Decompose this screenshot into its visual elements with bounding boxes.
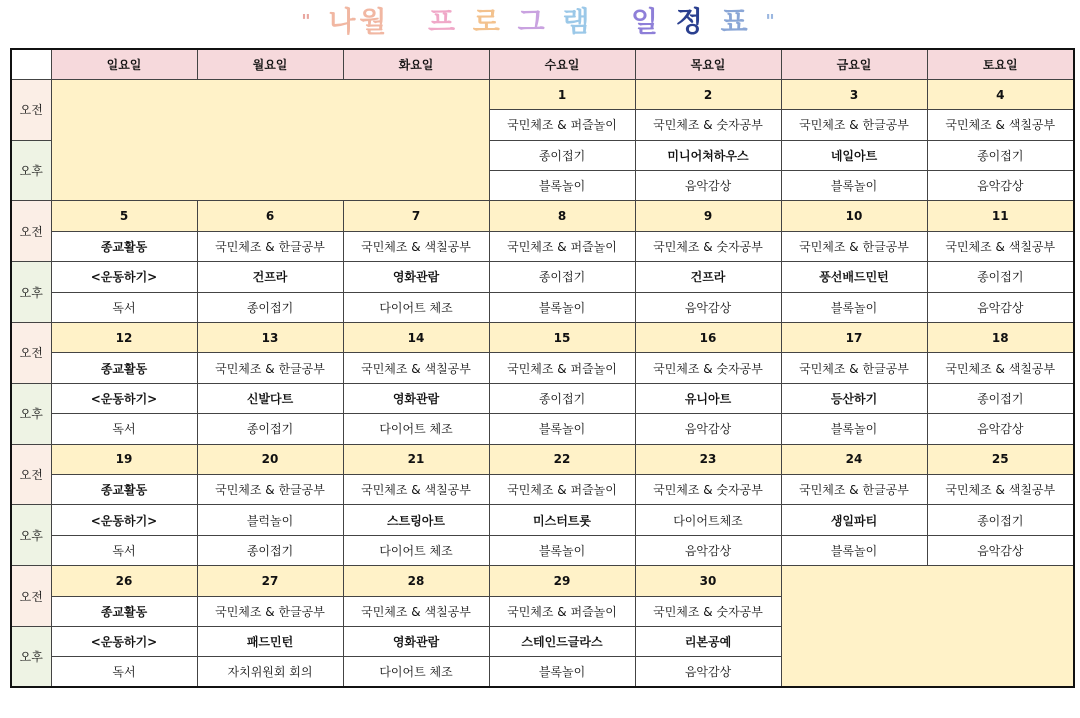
date-row — [11, 79, 1074, 109]
activity-cell: 국민체조 & 숫자공부 — [635, 596, 781, 626]
activity-cell: <운동하기> — [51, 383, 197, 413]
activity-cell: 종이접기 — [197, 414, 343, 444]
activity-cell: 국민체조 & 색칠공부 — [343, 353, 489, 383]
date-number: 21 — [343, 444, 489, 474]
am-label: 오전 — [11, 79, 51, 140]
activity-cell: 음악감상 — [635, 657, 781, 687]
activity-cell: 독서 — [51, 414, 197, 444]
activity-cell: 스트링아트 — [343, 505, 489, 535]
activity-cell: 영화관람 — [343, 383, 489, 413]
pm-label: 오후 — [11, 383, 51, 444]
activity-cell: 국민체조 & 퍼즐놀이 — [489, 231, 635, 261]
activity-cell: 국민체조 & 퍼즐놀이 — [489, 596, 635, 626]
title-char: 나 — [328, 5, 360, 38]
activity-cell: 국민체조 & 색칠공부 — [343, 596, 489, 626]
activity-cell: 자치위원회 회의 — [197, 657, 343, 687]
date-number: 24 — [781, 444, 927, 474]
activity-cell: 종이접기 — [197, 535, 343, 565]
date-number: 18 — [927, 323, 1074, 353]
date-row — [11, 566, 1074, 596]
activity-cell: 생일파티 — [781, 505, 927, 535]
activity-cell: 음악감상 — [635, 414, 781, 444]
date-number: 16 — [635, 323, 781, 353]
activity-cell: 국민체조 & 색칠공부 — [927, 231, 1074, 261]
day-header: 화요일 — [343, 49, 489, 79]
activity-cell: 리본공예 — [635, 626, 781, 656]
activity-cell: 다이어트체조 — [635, 505, 781, 535]
date-number: 5 — [51, 201, 197, 231]
day-header: 일요일 — [51, 49, 197, 79]
activity-cell: 블록놀이 — [781, 414, 927, 444]
activity-cell: 국민체조 & 숫자공부 — [635, 474, 781, 504]
activity-cell: 국민체조 & 한글공부 — [197, 596, 343, 626]
activity-cell: 국민체조 & 한글공부 — [781, 353, 927, 383]
date-number: 12 — [51, 323, 197, 353]
am-label: 오전 — [11, 444, 51, 505]
activity-cell: 유니아트 — [635, 383, 781, 413]
activity-row — [11, 231, 1074, 261]
date-row — [11, 323, 1074, 353]
date-number: 1 — [489, 79, 635, 109]
activity-cell: 국민체조 & 색칠공부 — [343, 474, 489, 504]
activity-cell: 음악감상 — [927, 292, 1074, 322]
title-char: 일 — [630, 5, 663, 38]
activity-cell: 영화관람 — [343, 262, 489, 292]
activity-cell: 미스터트롯 — [489, 505, 635, 535]
activity-row — [11, 535, 1074, 565]
day-header: 목요일 — [635, 49, 781, 79]
pm-label: 오후 — [11, 262, 51, 323]
activity-cell: 국민체조 & 색칠공부 — [927, 353, 1074, 383]
activity-cell: 독서 — [51, 657, 197, 687]
activity-cell: 블록놀이 — [781, 535, 927, 565]
activity-cell: 국민체조 & 숫자공부 — [635, 231, 781, 261]
activity-row — [11, 262, 1074, 292]
activity-cell: 신발다트 — [197, 383, 343, 413]
activity-cell: 블록놀이 — [489, 292, 635, 322]
activity-cell: 국민체조 & 색칠공부 — [343, 231, 489, 261]
activity-cell: 국민체조 & 한글공부 — [197, 231, 343, 261]
activity-cell: 종교활동 — [51, 231, 197, 261]
activity-cell: 패드민턴 — [197, 626, 343, 656]
title-char: 그 — [517, 5, 549, 38]
date-number: 8 — [489, 201, 635, 231]
title-char: 프 — [427, 5, 460, 38]
activity-cell: 등산하기 — [781, 383, 927, 413]
activity-cell: <운동하기> — [51, 626, 197, 656]
activity-cell: 국민체조 & 한글공부 — [781, 231, 927, 261]
activity-cell: 블럭놀이 — [197, 505, 343, 535]
date-number: 26 — [51, 566, 197, 596]
activity-cell: 종이접기 — [927, 383, 1074, 413]
activity-cell: 종교활동 — [51, 596, 197, 626]
title-char: 정 — [675, 5, 707, 38]
empty-block — [781, 566, 1074, 688]
activity-cell: 블록놀이 — [489, 171, 635, 201]
activity-cell: 국민체조 & 색칠공부 — [927, 474, 1074, 504]
title-char: 표 — [720, 5, 752, 38]
activity-cell: 다이어트 체조 — [343, 535, 489, 565]
date-number: 23 — [635, 444, 781, 474]
activity-cell: 독서 — [51, 535, 197, 565]
am-label: 오전 — [11, 566, 51, 627]
activity-cell: 국민체조 & 퍼즐놀이 — [489, 353, 635, 383]
activity-cell: 종이접기 — [927, 505, 1074, 535]
title-char: 램 — [562, 5, 594, 38]
day-header: 금요일 — [781, 49, 927, 79]
date-number: 10 — [781, 201, 927, 231]
activity-cell: 음악감상 — [635, 535, 781, 565]
corner-cell — [11, 49, 51, 79]
date-row — [11, 201, 1074, 231]
activity-cell: <운동하기> — [51, 505, 197, 535]
date-number: 25 — [927, 444, 1074, 474]
date-row — [11, 444, 1074, 474]
activity-row — [11, 383, 1074, 413]
page-title — [0, 0, 1080, 46]
activity-cell: 독서 — [51, 292, 197, 322]
date-number: 4 — [927, 79, 1074, 109]
date-number: 2 — [635, 79, 781, 109]
activity-cell: 미니어쳐하우스 — [635, 140, 781, 170]
activity-cell: 건프라 — [635, 262, 781, 292]
activity-cell: 종이접기 — [489, 262, 635, 292]
activity-row — [11, 353, 1074, 383]
activity-cell: 국민체조 & 한글공부 — [781, 110, 927, 140]
day-header: 토요일 — [927, 49, 1074, 79]
activity-row — [11, 414, 1074, 444]
activity-cell: 블록놀이 — [781, 292, 927, 322]
am-label: 오전 — [11, 201, 51, 262]
activity-cell: 종교활동 — [51, 474, 197, 504]
activity-cell: 국민체조 & 한글공부 — [781, 474, 927, 504]
date-number: 17 — [781, 323, 927, 353]
title-char: 월 — [359, 5, 391, 38]
day-header: 수요일 — [489, 49, 635, 79]
activity-cell: 다이어트 체조 — [343, 657, 489, 687]
title-char: 로 — [472, 5, 504, 38]
activity-cell: 음악감상 — [635, 171, 781, 201]
header-row — [11, 49, 1074, 79]
activity-cell: 건프라 — [197, 262, 343, 292]
activity-row — [11, 292, 1074, 322]
activity-cell: 다이어트 체조 — [343, 414, 489, 444]
date-number: 27 — [197, 566, 343, 596]
title-quote-open: " — [301, 11, 315, 32]
date-number: 28 — [343, 566, 489, 596]
activity-cell: 음악감상 — [927, 535, 1074, 565]
pm-label: 오후 — [11, 140, 51, 201]
date-number: 19 — [51, 444, 197, 474]
pm-label: 오후 — [11, 626, 51, 687]
date-number: 22 — [489, 444, 635, 474]
date-number: 14 — [343, 323, 489, 353]
activity-cell: 네일아트 — [781, 140, 927, 170]
schedule-table — [10, 48, 1075, 688]
activity-cell: 국민체조 & 퍼즐놀이 — [489, 474, 635, 504]
activity-cell: 블록놀이 — [781, 171, 927, 201]
activity-cell: 국민체조 & 한글공부 — [197, 353, 343, 383]
date-number: 20 — [197, 444, 343, 474]
date-number: 11 — [927, 201, 1074, 231]
title-quote-close: " — [765, 11, 779, 32]
date-number: 15 — [489, 323, 635, 353]
activity-cell: 블록놀이 — [489, 414, 635, 444]
activity-row — [11, 474, 1074, 504]
activity-cell: 블록놀이 — [489, 657, 635, 687]
activity-cell: 국민체조 & 숫자공부 — [635, 110, 781, 140]
activity-cell: 국민체조 & 한글공부 — [197, 474, 343, 504]
date-number: 7 — [343, 201, 489, 231]
activity-cell: <운동하기> — [51, 262, 197, 292]
activity-cell: 국민체조 & 색칠공부 — [927, 110, 1074, 140]
pm-label: 오후 — [11, 505, 51, 566]
activity-cell: 음악감상 — [635, 292, 781, 322]
activity-cell: 블록놀이 — [489, 535, 635, 565]
activity-cell: 종이접기 — [927, 140, 1074, 170]
activity-cell: 종이접기 — [489, 140, 635, 170]
activity-cell: 국민체조 & 퍼즐놀이 — [489, 110, 635, 140]
activity-row — [11, 505, 1074, 535]
activity-cell: 다이어트 체조 — [343, 292, 489, 322]
activity-cell: 스테인드글라스 — [489, 626, 635, 656]
date-number: 9 — [635, 201, 781, 231]
activity-cell: 영화관람 — [343, 626, 489, 656]
activity-cell: 종교활동 — [51, 353, 197, 383]
activity-cell: 종이접기 — [927, 262, 1074, 292]
activity-cell: 국민체조 & 숫자공부 — [635, 353, 781, 383]
date-number: 29 — [489, 566, 635, 596]
am-label: 오전 — [11, 323, 51, 384]
activity-cell: 음악감상 — [927, 171, 1074, 201]
activity-cell: 풍선배드민턴 — [781, 262, 927, 292]
activity-cell: 종이접기 — [489, 383, 635, 413]
activity-cell: 종이접기 — [197, 292, 343, 322]
date-number: 13 — [197, 323, 343, 353]
date-number: 3 — [781, 79, 927, 109]
date-number: 6 — [197, 201, 343, 231]
empty-block — [51, 79, 489, 201]
day-header: 월요일 — [197, 49, 343, 79]
date-number: 30 — [635, 566, 781, 596]
activity-cell: 음악감상 — [927, 414, 1074, 444]
